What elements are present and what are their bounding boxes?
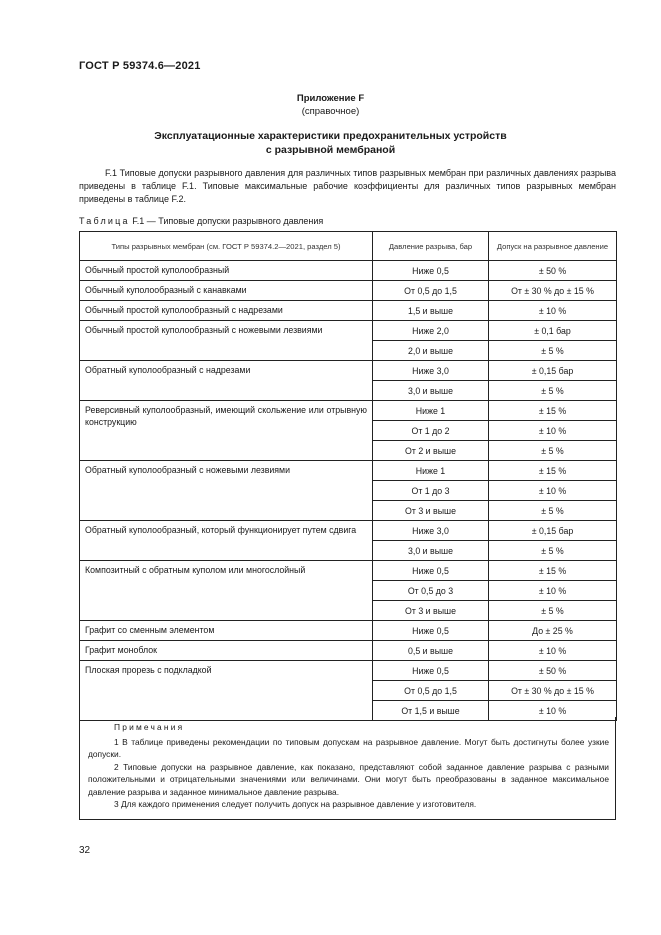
tolerance-cell: ± 50 % [489, 661, 617, 681]
membrane-type-cell: Композитный с обратным куполом или многослойный [80, 561, 373, 621]
tolerance-cell: ± 10 % [489, 481, 617, 501]
burst-pressure-cell: Ниже 3,0 [373, 361, 489, 381]
burst-pressure-cell: От 2 и выше [373, 441, 489, 461]
annex-subtitle: (справочное) [301, 106, 360, 117]
membrane-type-cell: Реверсивный куполообразный, имеющий скольжение или отрывную конструкцию [80, 401, 373, 461]
table-row [80, 281, 617, 301]
membrane-type-cell: Обратный куполообразный с надрезами [80, 361, 373, 401]
table-row [80, 661, 617, 681]
burst-pressure-cell: От 3 и выше [373, 601, 489, 621]
page-number: 32 [79, 845, 91, 856]
header-tolerance: Допуск на разрывное давление [489, 232, 617, 261]
table-caption-text: F.1 — Типовые допуски разрывного давления [132, 216, 324, 226]
header-membrane-type: Типы разрывных мембран (см. ГОСТ Р 59374.2—2021, раздел 5) [80, 232, 373, 261]
tolerance-cell: До ± 25 % [489, 621, 617, 641]
burst-pressure-cell: 3,0 и выше [373, 381, 489, 401]
burst-pressure-cell: Ниже 0,5 [373, 661, 489, 681]
tolerance-cell: ± 0,15 бар [489, 521, 617, 541]
section-heading [120, 129, 541, 157]
notes-block [79, 717, 616, 820]
tolerance-cell: ± 10 % [489, 421, 617, 441]
tolerance-cell: ± 10 % [489, 641, 617, 661]
membrane-type-cell: Обычный простой куполообразный с ножевыми лезвиями [80, 321, 373, 361]
membrane-type-cell: Обычный куполообразный с канавками [80, 281, 373, 301]
table-row [80, 461, 617, 481]
burst-pressure-cell: 2,0 и выше [373, 341, 489, 361]
table-row [80, 261, 617, 281]
tolerance-cell: ± 5 % [489, 381, 617, 401]
intro-text: F.1 Типовые допуски разрывного давления для различных типов разрывных мембран при различных давлениях разрыва приведены в таблице F.1. Типовые максимальные рабочие коэффициенты для различных типов разрывных мембран приведены в таблице F.2. [79, 168, 616, 204]
burst-pressure-cell: Ниже 2,0 [373, 321, 489, 341]
table-body [80, 261, 617, 721]
tolerance-cell: ± 0,1 бар [489, 321, 617, 341]
membrane-type-cell: Обратный куполообразный с ножевыми лезвиями [80, 461, 373, 521]
table-row [80, 401, 617, 421]
tolerance-cell: ± 15 % [489, 461, 617, 481]
table-caption-label: Таблица [79, 216, 130, 226]
table-row [80, 641, 617, 661]
tolerance-cell: ± 5 % [489, 601, 617, 621]
tolerance-cell: ± 5 % [489, 501, 617, 521]
burst-pressure-cell: От 3 и выше [373, 501, 489, 521]
section-heading-line-1: Эксплуатационные характеристики предохранительных устройств [154, 130, 507, 142]
note-1: 1 В таблице приведены рекомендации по типовым допускам на разрывное давление. Могут быть достигнуты более узкие допуски. [88, 736, 609, 759]
burst-pressure-cell: Ниже 1 [373, 401, 489, 421]
header-burst-pressure: Давление разрыва, бар [373, 232, 489, 261]
burst-pressure-cell: Ниже 0,5 [373, 261, 489, 281]
tolerance-cell: ± 10 % [489, 701, 617, 721]
membrane-type-cell: Плоская прорезь с подкладкой [80, 661, 373, 721]
burst-pressure-cell: 0,5 и выше [373, 641, 489, 661]
burst-pressure-cell: От 1,5 и выше [373, 701, 489, 721]
tolerance-cell: ± 50 % [489, 261, 617, 281]
tolerance-cell: ± 10 % [489, 301, 617, 321]
table-row [80, 361, 617, 381]
table-row [80, 561, 617, 581]
standard-designation: ГОСТ Р 59374.6—2021 [79, 60, 201, 72]
tolerance-cell: ± 15 % [489, 401, 617, 421]
table-row [80, 521, 617, 541]
tolerance-cell: ± 5 % [489, 541, 617, 561]
burst-pressure-cell: Ниже 0,5 [373, 621, 489, 641]
tolerance-cell: ± 10 % [489, 581, 617, 601]
note-2: 2 Типовые допуски на разрывное давление, как показано, представляют собой заданное давление разрыва с разными положительными и отрицательными значениями или величинами. Они могут быть преобразованы в заданное максимальное давление разрыва и заданное минимальное давление разрыва. [88, 761, 609, 797]
tolerance-cell: От ± 30 % до ± 15 % [489, 281, 617, 301]
membrane-type-cell: Обычный простой куполообразный с надрезами [80, 301, 373, 321]
burst-pressure-cell: От 0,5 до 1,5 [373, 681, 489, 701]
table-row [80, 321, 617, 341]
burst-pressure-cell: От 1 до 3 [373, 481, 489, 501]
burst-pressure-cell: От 1 до 2 [373, 421, 489, 441]
burst-pressure-cell: От 0,5 до 3 [373, 581, 489, 601]
burst-pressure-cell: 3,0 и выше [373, 541, 489, 561]
table-caption [79, 216, 323, 226]
tolerance-cell: ± 15 % [489, 561, 617, 581]
note-3: 3 Для каждого применения следует получить допуск на разрывное давление у изготовителя. [114, 799, 477, 809]
burst-pressure-cell: Ниже 1 [373, 461, 489, 481]
burst-pressure-cell: Ниже 0,5 [373, 561, 489, 581]
notes-heading: Примечания [114, 722, 185, 732]
burst-pressure-cell: Ниже 3,0 [373, 521, 489, 541]
burst-pressure-cell: От 0,5 до 1,5 [373, 281, 489, 301]
tolerance-cell: ± 5 % [489, 341, 617, 361]
membrane-type-cell: Графит моноблок [80, 641, 373, 661]
table-header-row [80, 232, 617, 261]
table-row [80, 621, 617, 641]
intro-paragraph [79, 167, 616, 206]
tolerance-table [79, 231, 617, 721]
tolerance-cell: ± 5 % [489, 441, 617, 461]
annex-title: Приложение F [296, 93, 365, 104]
membrane-type-cell: Обратный куполообразный, который функционирует путем сдвига [80, 521, 373, 561]
membrane-type-cell: Графит со сменным элементом [80, 621, 373, 641]
burst-pressure-cell: 1,5 и выше [373, 301, 489, 321]
membrane-type-cell: Обычный простой куполообразный [80, 261, 373, 281]
section-heading-line-2: с разрывной мембраной [265, 144, 396, 156]
table-row [80, 301, 617, 321]
tolerance-cell: От ± 30 % до ± 15 % [489, 681, 617, 701]
tolerance-cell: ± 0,15 бар [489, 361, 617, 381]
